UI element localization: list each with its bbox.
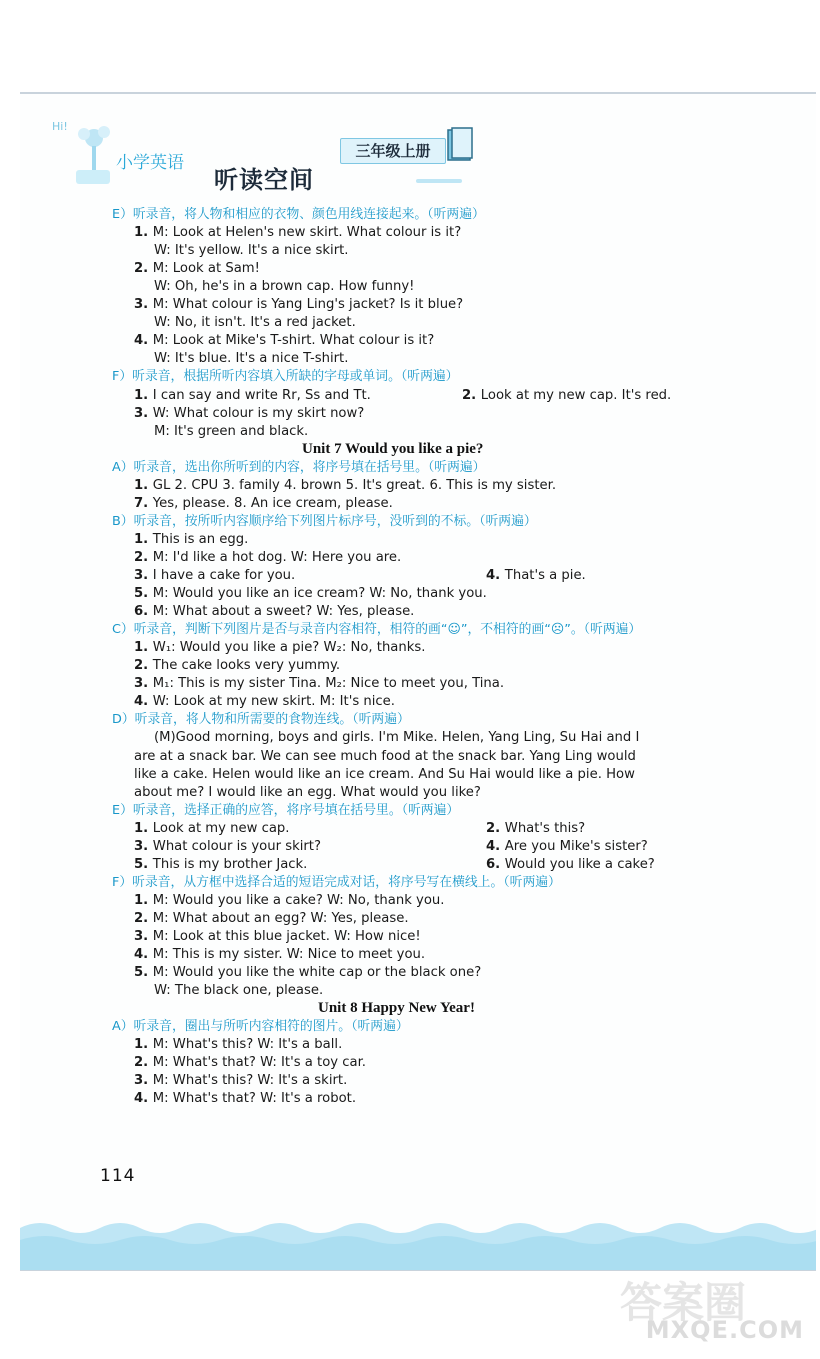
page-number: 114: [100, 1166, 136, 1186]
line-text: F）听录音，根据所听内容填入所缺的字母或单词。（听两遍）: [112, 369, 459, 385]
line-text: M: What's this? W: It's a ball.: [152, 1037, 343, 1053]
item-number: 1.: [134, 387, 153, 403]
item-number: 3.: [134, 568, 153, 583]
script-line: [134, 766, 635, 783]
script-line: [134, 657, 340, 674]
script-line: [134, 549, 401, 566]
script-line: [134, 856, 307, 873]
line-text: W: The black one, please.: [154, 983, 324, 999]
item-number: 4.: [486, 568, 505, 583]
line-text: M: Look at Sam!: [152, 261, 260, 277]
item-number: 2.: [134, 1055, 153, 1071]
line-text: W: No, it isn't. It's a red jacket.: [154, 315, 356, 331]
line-text: I can say and write Rr, Ss and Tt.: [152, 387, 371, 403]
script-line: [134, 296, 463, 313]
script-line: [134, 748, 636, 765]
line-text: Look at my new cap.: [152, 820, 290, 836]
script-line: [154, 982, 323, 999]
script-line: [134, 892, 444, 909]
section-heading: [112, 802, 459, 819]
line-text: W: It's blue. It's a nice T-shirt.: [154, 351, 349, 367]
item-number: 3.: [134, 929, 153, 944]
item-number: 3.: [134, 676, 153, 692]
item-number: 5.: [134, 856, 153, 872]
script-line: [134, 820, 290, 837]
watermark-logo: 答案圈: [620, 1278, 747, 1327]
line-text: M₁: This is my sister Tina. M₂: Nice to meet you, Tina.: [152, 676, 505, 692]
item-number: 3.: [134, 1073, 153, 1089]
line-text: M: This is my sister. W: Nice to meet you.: [152, 947, 426, 963]
section-heading: [112, 711, 410, 728]
line-text: E）听录音，选择正确的应答，将序号填在括号里。（听两遍）: [112, 802, 460, 818]
line-text: M: What's that? W: It's a robot.: [152, 1091, 357, 1107]
line-text: M: Look at Helen's new skirt. What colour is it?: [152, 225, 462, 241]
item-number: 1.: [134, 477, 153, 493]
script-line: [134, 1072, 347, 1089]
line-text: F）听录音，从方框中选择合适的短语完成对话，将序号写在横线上。（听两遍）: [112, 874, 561, 890]
script-line: [154, 423, 308, 440]
line-text: about me? I would like an egg. What would you like?: [134, 784, 481, 800]
item-number: 3.: [134, 297, 153, 313]
item-number: 1.: [134, 892, 153, 908]
script-line: [134, 224, 461, 241]
underline-decoration: [416, 176, 476, 186]
line-text: I have a cake for you.: [152, 568, 296, 583]
line-text: M: What about an egg? W: Yes, please.: [152, 910, 409, 926]
script-line: [134, 910, 409, 927]
item-number: 2.: [134, 549, 153, 565]
script-line: [134, 946, 425, 963]
script-line: [134, 603, 414, 620]
script-line: [134, 405, 364, 422]
script-line: [134, 260, 260, 277]
line-text: E）听录音，将人物和相应的衣物、颜色用线连接起来。（听两遍）: [112, 207, 485, 222]
item-number: 2.: [486, 820, 505, 836]
item-number: 2.: [134, 910, 153, 926]
line-text: W: Oh, he's in a brown cap. How funny!: [154, 279, 415, 295]
line-text: Unit 7 Would you like a pie?: [302, 440, 484, 457]
wave-decoration: [20, 1210, 816, 1270]
item-number: 4.: [134, 333, 153, 349]
line-text: M: Would you like a cake? W: No, thank you.: [152, 892, 445, 908]
script-line: [462, 387, 671, 404]
brand-label: 小学英语: [116, 153, 184, 173]
line-text: Would you like a cake?: [504, 856, 655, 872]
line-text: M: It's green and black.: [154, 423, 309, 439]
line-text: What's this?: [504, 820, 586, 836]
script-line: [486, 856, 655, 873]
svg-text:Hi!: Hi!: [52, 120, 68, 133]
line-text: This is an egg.: [152, 531, 249, 547]
watermark: [600, 1270, 810, 1350]
script-line: [154, 314, 356, 331]
script-line: [134, 693, 395, 710]
grade-badge: 三年级上册: [340, 138, 446, 164]
item-number: 1.: [134, 820, 153, 836]
script-line: [134, 567, 295, 584]
section-heading: [112, 368, 458, 385]
line-text: W₁: Would you like a pie? W₂: No, thanks.: [152, 640, 426, 656]
item-number: 4.: [486, 838, 505, 854]
line-text: M: What colour is Yang Ling's jacket? Is it blue?: [152, 297, 464, 313]
item-number: 2.: [462, 387, 481, 403]
item-number: 5.: [134, 965, 153, 981]
item-number: 7.: [134, 495, 153, 511]
script-line: [134, 639, 425, 656]
line-text: The cake looks very yummy.: [152, 658, 341, 674]
script-line: [134, 1036, 342, 1053]
item-number: 1.: [134, 531, 153, 547]
script-line: [486, 838, 648, 855]
item-number: 4.: [134, 947, 153, 963]
unit-title: [302, 441, 483, 458]
line-text: GL 2. CPU 3. family 4. brown 5. It's great. 6. This is my sister.: [152, 477, 557, 493]
item-number: 1.: [134, 225, 153, 241]
script-line: [134, 784, 481, 801]
line-text: Are you Mike's sister?: [504, 838, 648, 854]
section-heading: [112, 206, 485, 223]
script-line: [154, 242, 348, 259]
line-text: A）听录音，圈出与所听内容相符的图片。（听两遍）: [112, 1019, 409, 1035]
textbook-page: [20, 92, 816, 1271]
section-heading: [112, 621, 641, 638]
script-line: [134, 332, 434, 349]
script-line: [486, 820, 585, 837]
book-title: 听读空间: [214, 166, 314, 194]
line-text: D）听录音，将人物和所需要的食物连线。（听两遍）: [112, 712, 410, 728]
page-header: [20, 94, 816, 204]
line-text: B）听录音，按所听内容顺序给下列图片标序号，没听到的不标。（听两遍）: [112, 513, 537, 529]
unit-title: [318, 1000, 475, 1017]
line-text: M: Would you like an ice cream? W: No, thank you.: [152, 586, 487, 602]
book-icon: [444, 126, 476, 164]
item-number: 4.: [134, 1091, 153, 1107]
section-heading: [112, 1018, 409, 1035]
line-text: This is my brother Jack.: [152, 856, 308, 872]
line-text: M: What's this? W: It's a skirt.: [152, 1073, 348, 1089]
line-text: like a cake. Helen would like an ice cream. And Su Hai would like a pie. How: [134, 766, 635, 782]
line-text: M: What's that? W: It's a toy car.: [152, 1055, 366, 1071]
script-line: [134, 838, 321, 855]
item-number: 6.: [486, 856, 505, 872]
script-line: [134, 387, 371, 404]
script-line: [134, 585, 487, 602]
item-number: 1.: [134, 640, 153, 656]
item-number: 4.: [134, 694, 153, 710]
line-text: (M)Good morning, boys and girls. I'm Mike. Helen, Yang Ling, Su Hai and I: [154, 730, 640, 746]
line-text: M: I'd like a hot dog. W: Here you are.: [152, 549, 402, 565]
line-text: W: It's yellow. It's a nice skirt.: [154, 243, 349, 259]
section-heading: [112, 459, 485, 476]
item-number: 6.: [134, 604, 153, 620]
item-number: 2.: [134, 658, 153, 674]
script-line: [154, 729, 639, 746]
script-line: [154, 278, 414, 295]
item-number: 3.: [134, 838, 153, 854]
script-line: [134, 477, 556, 494]
script-line: [134, 964, 481, 981]
line-text: Unit 8 Happy New Year!: [318, 1000, 475, 1017]
script-line: [134, 495, 393, 512]
script-line: [486, 567, 586, 584]
line-text: Yes, please. 8. An ice cream, please.: [152, 495, 393, 511]
item-number: 3.: [134, 405, 153, 421]
line-text: Look at my new cap. It's red.: [480, 387, 672, 403]
line-text: M: Look at this blue jacket. W: How nice!: [152, 929, 421, 944]
script-line: [134, 531, 248, 548]
item-number: 2.: [134, 261, 153, 277]
item-number: 5.: [134, 586, 153, 602]
script-line: [134, 675, 504, 692]
line-text: C）听录音，判断下列图片是否与录音内容相符，相符的画“☺”，不相符的画“☹”。（听两遍）: [112, 622, 642, 638]
line-text: A）听录音，选出你所听到的内容，将序号填在括号里。（听两遍）: [112, 459, 486, 475]
script-line: [134, 1090, 356, 1107]
line-text: M: Look at Mike's T-shirt. What colour is it?: [152, 333, 435, 349]
section-heading: [112, 513, 537, 530]
line-text: M: Would you like the white cap or the black one?: [152, 965, 482, 981]
script-line: [154, 350, 348, 367]
item-number: 1.: [134, 1037, 153, 1053]
line-text: M: What about a sweet? W: Yes, please.: [152, 604, 415, 620]
line-text: W: What colour is my skirt now?: [152, 405, 365, 421]
section-heading: [112, 874, 561, 891]
script-line: [134, 1054, 366, 1071]
line-text: That's a pie.: [504, 568, 586, 583]
line-text: W: Look at my new skirt. M: It's nice.: [152, 694, 395, 710]
watermark-url: MXQE.COM: [645, 1316, 804, 1344]
line-text: are at a snack bar. We can see much food at the snack bar. Yang Ling would: [134, 748, 636, 764]
script-line: [134, 928, 421, 945]
line-text: What colour is your skirt?: [152, 838, 321, 854]
